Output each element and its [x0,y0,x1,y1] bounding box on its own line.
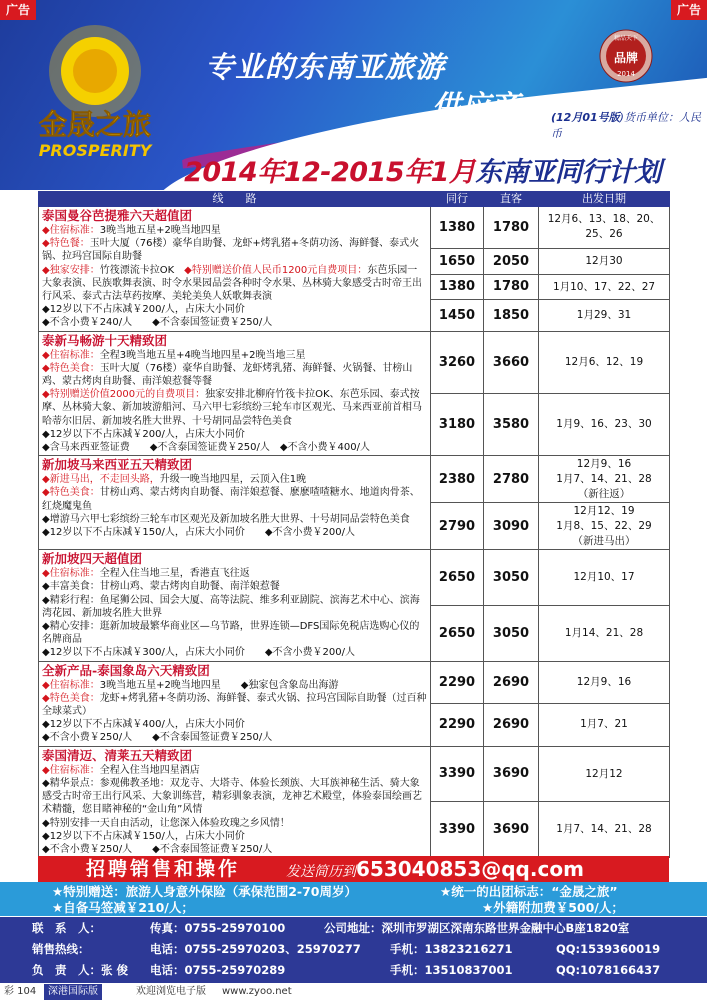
direct-price: 3580 [484,393,539,455]
detail-label: 新进马出，不走回头路， [49,474,160,486]
peer-price: 2790 [431,503,484,550]
bullet-icon: ◆ [42,389,50,401]
detail-text: 全程3晚当地五星+4晚当地四星+2晚当地三星 [99,349,306,361]
departure-dates [539,207,670,249]
bullet-icon: ◆ [42,692,50,704]
route-detail-line [42,237,427,263]
departure-dates [539,605,670,661]
route-detail-line [42,264,427,304]
magazine-name: 深港国际版 [44,984,102,1000]
bonus-bar [0,882,707,916]
bonus-logo-mark: ★统一的出团标志：“金晟之旅” [440,884,618,899]
detail-text: ◆精彩行程：鱼尾狮公园、国会大厦、高等法院、维多利亚剧院、滨海艺术中心、滨海湾花园、新加坡名胜大世界 [42,594,420,619]
table-row [39,661,670,704]
table-header-row [39,192,670,207]
detail-label: 独家安排： [49,264,100,276]
route-detail-line [42,580,427,593]
peer-price: 1450 [431,300,484,331]
route-detail-line [42,830,427,843]
route-detail-line [42,594,427,620]
detail-text: ◆不含小费￥240/人 ◆不含泰国签证费￥250/人 [42,317,273,329]
peer-price: 2650 [431,605,484,661]
recruit-bar [38,856,669,882]
date-line: 1月9、16、23、30 [556,418,652,431]
peer-price: 2290 [431,661,484,704]
page-number: 彩 104 [4,986,37,997]
bullet-icon: ◆ [42,487,50,499]
detail-text: ◆特别安排一天自由活动，让您深入体验玫瑰之乡风情！ [42,817,290,829]
route-detail-line [42,764,427,777]
bullet-icon: ◆ [42,264,50,276]
site-url[interactable]: www.zyoo.net [222,986,292,997]
contact-row [0,939,707,960]
departure-dates [539,456,670,503]
detail-text: 3晚当地五星+2晚当地四星 ◆独家包含象岛出海游 [99,679,339,691]
route-detail-line [42,388,427,428]
departure-dates [539,274,670,300]
direct-price: 1780 [484,207,539,249]
route-title: 新加坡四天超值团 [42,551,143,567]
departure-dates [539,550,670,606]
detail-text: ◆丰富美食：甘榜山鸡、蒙古烤肉自助餐、南洋娘惹餐 [42,581,280,593]
date-line: 12月6、13、18、20、 [547,213,661,226]
bullet-icon: ◆ [42,238,50,250]
detail-text: ◆含马来西亚签证费 ◆不含泰国签证费￥250/人 ◆不含小费￥400/人 [42,442,370,454]
peer-price: 3390 [431,746,484,802]
direct-price: 3050 [484,550,539,606]
bullet-icon: ◆ [42,568,50,580]
detail-label: 特色美食： [49,362,100,374]
currency-label: )货币单位：人民币 [551,111,701,140]
date-line: 1月7、14、21、28 [556,823,652,836]
detail-text: 玉叶大厦（76楼）豪华自助餐、龙虾+烤乳猪+冬荫功汤、海鲜餐、泰式火锅、拉玛宫国际自助餐 [42,238,420,263]
issue-info [551,109,707,141]
date-line: 12月9、16 [576,457,632,470]
peer-price: 3180 [431,393,484,455]
departure-dates [539,393,670,455]
bullet-icon: ◆ [42,474,50,486]
header-route: 线 路 [39,192,431,207]
detail-text: 玉叶大厦（76楼）豪华自助餐、龙虾烤乳猪、海鲜餐、火锅餐、甘榜山鸡、蒙古烤肉自助餐、南洋娘惹餐等餐 [42,362,413,388]
route-detail-line [42,718,427,731]
date-line: 12月9、16 [576,675,632,688]
badge-top-text: 精品天下 [613,35,639,42]
ad-label-right: 广告 [671,0,707,20]
departure-dates [539,503,670,550]
route-description [39,456,431,550]
detail-text: ◆不含小费￥250/人 ◆不含泰国签证费￥250/人 [42,732,273,744]
date-line: 1月7、14、21、28 [556,472,652,485]
contact-mobile: 手机：13823216271 [390,942,513,956]
departure-dates [539,661,670,704]
brand-badge [598,26,654,96]
detail-label: 住宿标准： [49,679,100,691]
bullet-icon: ◆ [42,225,50,236]
direct-price: 1850 [484,300,539,331]
detail-text: 竹筏漂流卡拉OK [99,264,185,276]
route-detail-line [42,349,427,362]
date-line: 1月29、31 [576,309,632,322]
table-row [39,207,670,249]
route-detail-line [42,646,427,659]
contact-qq: QQ:1078166437 [556,963,661,977]
route-description [39,550,431,661]
detail-label: 住宿标准： [49,225,100,236]
direct-price: 3050 [484,605,539,661]
direct-price: 3090 [484,503,539,550]
date-line: 25、26 [585,228,623,241]
recruit-email[interactable]: 653040853@qq.com [356,857,584,881]
direct-price: 1780 [484,274,539,300]
route-detail-line [42,513,427,526]
direct-price: 3690 [484,802,539,858]
detail-text: 3晚当地五星+2晚当地四星 [99,225,221,236]
date-line: 12月30 [585,254,623,267]
contact-row [0,960,707,981]
route-description [39,746,431,857]
detail-text: ◆12岁以下不占床减￥150/人，占床大小同价 ◆不含小费￥200/人 [42,527,356,539]
bonus-visa: ★自备马签减￥210/人； [52,900,194,915]
contact-label: 联 系 人： [32,921,101,935]
departure-dates [539,248,670,274]
departure-dates [539,802,670,858]
detail-text: ◆12岁以下不占床减￥300/人，占床大小同价 ◆不含小费￥200/人 [42,647,356,659]
sun-rays-icon [49,25,141,117]
table-row [39,456,670,503]
departure-dates [539,704,670,747]
detail-text: ◆不含小费￥250/人 ◆不含泰国签证费￥250/人 [42,843,273,855]
route-detail-line [42,731,427,744]
route-title: 泰国清迈、清莱五天精致团 [42,747,193,763]
route-detail-line [42,692,427,718]
detail-text: 龙虾+烤乳猪+冬荫功汤、海鲜餐、泰式火锅、拉玛宫国际自助餐（过百种全球菜式） [42,692,427,718]
direct-price: 2050 [484,248,539,274]
detail-label: 住宿标准： [49,349,100,361]
detail-text: 全程入住当地四星酒店 [99,764,200,776]
date-line: （新往返） [577,487,631,500]
detail-label: 特色美食： [49,487,100,499]
contact-address: 公司地址：深圳市罗湖区深南东路世界金融中心B座1820室 [324,921,630,935]
contact-row [0,918,707,939]
detail-label: 住宿标准： [49,568,100,580]
slogan-line1: 专业的东南亚旅游 [205,50,446,84]
route-detail-line [42,817,427,830]
logo-en-text: PROSPERITY [38,141,152,160]
route-detail-line [42,777,427,817]
route-detail-line [42,362,427,388]
route-detail-line [42,473,427,486]
direct-price: 2690 [484,704,539,747]
route-detail-line [42,486,427,512]
detail-text: ◆12岁以下不占床减￥200/人，占床大小同价 [42,304,245,316]
peer-price: 2380 [431,456,484,503]
detail-text: 东芭乐园一大象表演、民族歌舞表演、时令水果园品尝各种时令水果、丛林骑大象感受古时帝王出行风采、泰式古法草药按摩、美轮美奂人妖歌舞表演 [42,264,422,303]
page-title [145,150,700,189]
welcome-text: 欢迎浏览电子版 [136,986,206,997]
peer-price: 1380 [431,274,484,300]
issue-label: (12月01号版 [551,111,620,124]
route-detail-line [42,316,427,329]
direct-price: 2780 [484,456,539,503]
route-title: 泰新马畅游十天精致团 [42,332,168,348]
route-title: 泰国曼谷芭提雅六天超值团 [42,208,193,223]
bullet-icon: ◆ [42,349,50,361]
detail-text: 独家安排北柳府竹筏卡拉OK、东芭乐园、泰式按摩、丛林骑大象、新加坡游船河、马六甲七彩缤纷三轮车市区观光、马来西亚前首相马哈蒂尔旧居、新加坡名胜大世界、十号胡同品尝特色美食 [42,389,422,427]
contact-fax: 传真：0755-25970100 [150,921,286,935]
header-dates: 出发日期 [539,192,670,207]
detail-text: ◆12岁以下不占床减￥150/人，占床大小同价 [42,830,245,842]
date-line: 1月10、17、22、27 [552,280,656,293]
date-line: 1月14、21、28 [564,626,644,639]
contact-qq: QQ:1539360019 [556,942,661,956]
detail-text: 甘榜山鸡、蒙古烤肉自助餐、南洋娘惹餐、麽麽喳喳糖水、地道肉骨茶、红烧魔鬼鱼 [42,487,420,512]
slogan-line2: 供应商 [432,89,520,123]
route-detail-line [42,679,427,692]
route-detail-line [42,526,427,539]
contact-phone: 电话：0755-25970203、25970277 [150,942,361,956]
recruit-send-label: 发送简历到 [286,864,356,880]
contact-mobile: 手机：13510837001 [390,963,513,977]
route-title: 新加坡马来西亚五天精致团 [42,457,193,473]
route-description [39,661,431,746]
route-detail-line [42,441,427,454]
detail-label: 特色餐： [49,238,90,250]
routes-table [38,191,670,858]
header-peer: 同行 [431,192,484,207]
logo-cn-text: 金晟之旅 [38,108,152,141]
contact-label: 负 责 人：张 俊 [32,963,129,977]
route-detail-line [42,428,427,441]
title-plan: 东南亚同行计划 [475,157,661,188]
route-title: 全新产品-泰国象岛六天精致团 [42,662,210,678]
recruit-send [286,856,584,885]
bonus-surcharge: ★外籍附加费￥500/人； [482,900,624,915]
route-detail-line [42,224,427,237]
page-footer [0,984,707,1000]
header-direct: 直客 [484,192,539,207]
date-line: 1月7、21 [580,718,628,731]
title-dates: 2014年12-2015年1月 [184,157,476,188]
peer-price: 2650 [431,550,484,606]
route-description [39,331,431,456]
route-detail-line [42,843,427,856]
bullet-icon: ◆ [42,764,50,776]
contact-phone: 电话：0755-25970289 [150,963,286,977]
table-row [39,746,670,802]
peer-price: 3390 [431,802,484,858]
date-line: 12月10、17 [573,571,635,584]
date-line: （新进马出） [572,534,636,547]
detail-text: ◆精华景点：参观佛教圣地：双龙寺、大塔寺、体验长颈族、大耳族神秘生活、骑大象感受古时帝王出行风采、大象训练营，精彩驯象表演，龙神艺术殿堂，体验泰国绘画艺术精髓，您目睹神秘的“金山角”风情 [42,777,422,816]
contacts-bar [0,917,707,983]
detail-text: ◆精心安排：逛新加坡最繁华商业区—乌节路，世界连锁—DFS国际免税店选购心仪的名牌商品 [42,621,420,646]
date-line: 12月12 [585,767,623,780]
route-detail-line [42,620,427,646]
routes-body [39,207,670,858]
detail-text: ◆12岁以下不占床减￥200/人，占床大小同价 [42,428,245,440]
direct-price: 2690 [484,661,539,704]
route-detail-line [42,303,427,316]
detail-label: 住宿标准： [49,764,100,776]
peer-price: 1380 [431,207,484,249]
peer-price: 2290 [431,704,484,747]
route-detail-line [42,567,427,580]
detail-label: ◆特别赠送价值人民币1200元自费项目： [184,264,368,276]
date-line: 1月8、15、22、29 [556,519,652,532]
detail-text: ◆12岁以下不占床减￥400/人，占床大小同价 [42,719,245,731]
departure-dates [539,300,670,331]
date-line: 12月12、19 [573,504,635,517]
detail-text: 全程入住当地三星，香港直飞往返 [99,568,250,580]
badge-mid-text: 品牌 [613,51,639,65]
direct-price: 3690 [484,746,539,802]
peer-price: 3260 [431,331,484,393]
detail-label: 特色美食： [49,692,100,704]
bullet-icon: ◆ [42,679,50,691]
direct-price: 3660 [484,331,539,393]
recruit-title: 招聘销售和操作 [86,858,241,880]
peer-price: 1650 [431,248,484,274]
prosperity-logo [20,16,170,166]
table-row [39,550,670,606]
ad-label-left: 广告 [0,0,36,20]
departure-dates [539,746,670,802]
route-description [39,207,431,332]
departure-dates [539,331,670,393]
detail-text: 升级一晚当地四星，云顶入住1晚 [159,474,307,486]
date-line: 12月6、12、19 [564,355,644,368]
contact-label: 销售热线： [32,942,90,956]
table-row [39,331,670,393]
bonus-insurance: ★特别赠送：旅游人身意外保险（承保范围2-70周岁） [52,884,357,899]
badge-year-text: 2014 [617,70,635,78]
detail-label: 特别赠送价值2000元的自费项目： [49,389,206,401]
detail-text: ◆增游马六甲七彩缤纷三轮车市区观光及新加坡名胜大世界、十号胡同品尝特色美食 [42,513,410,525]
bullet-icon: ◆ [42,362,50,374]
